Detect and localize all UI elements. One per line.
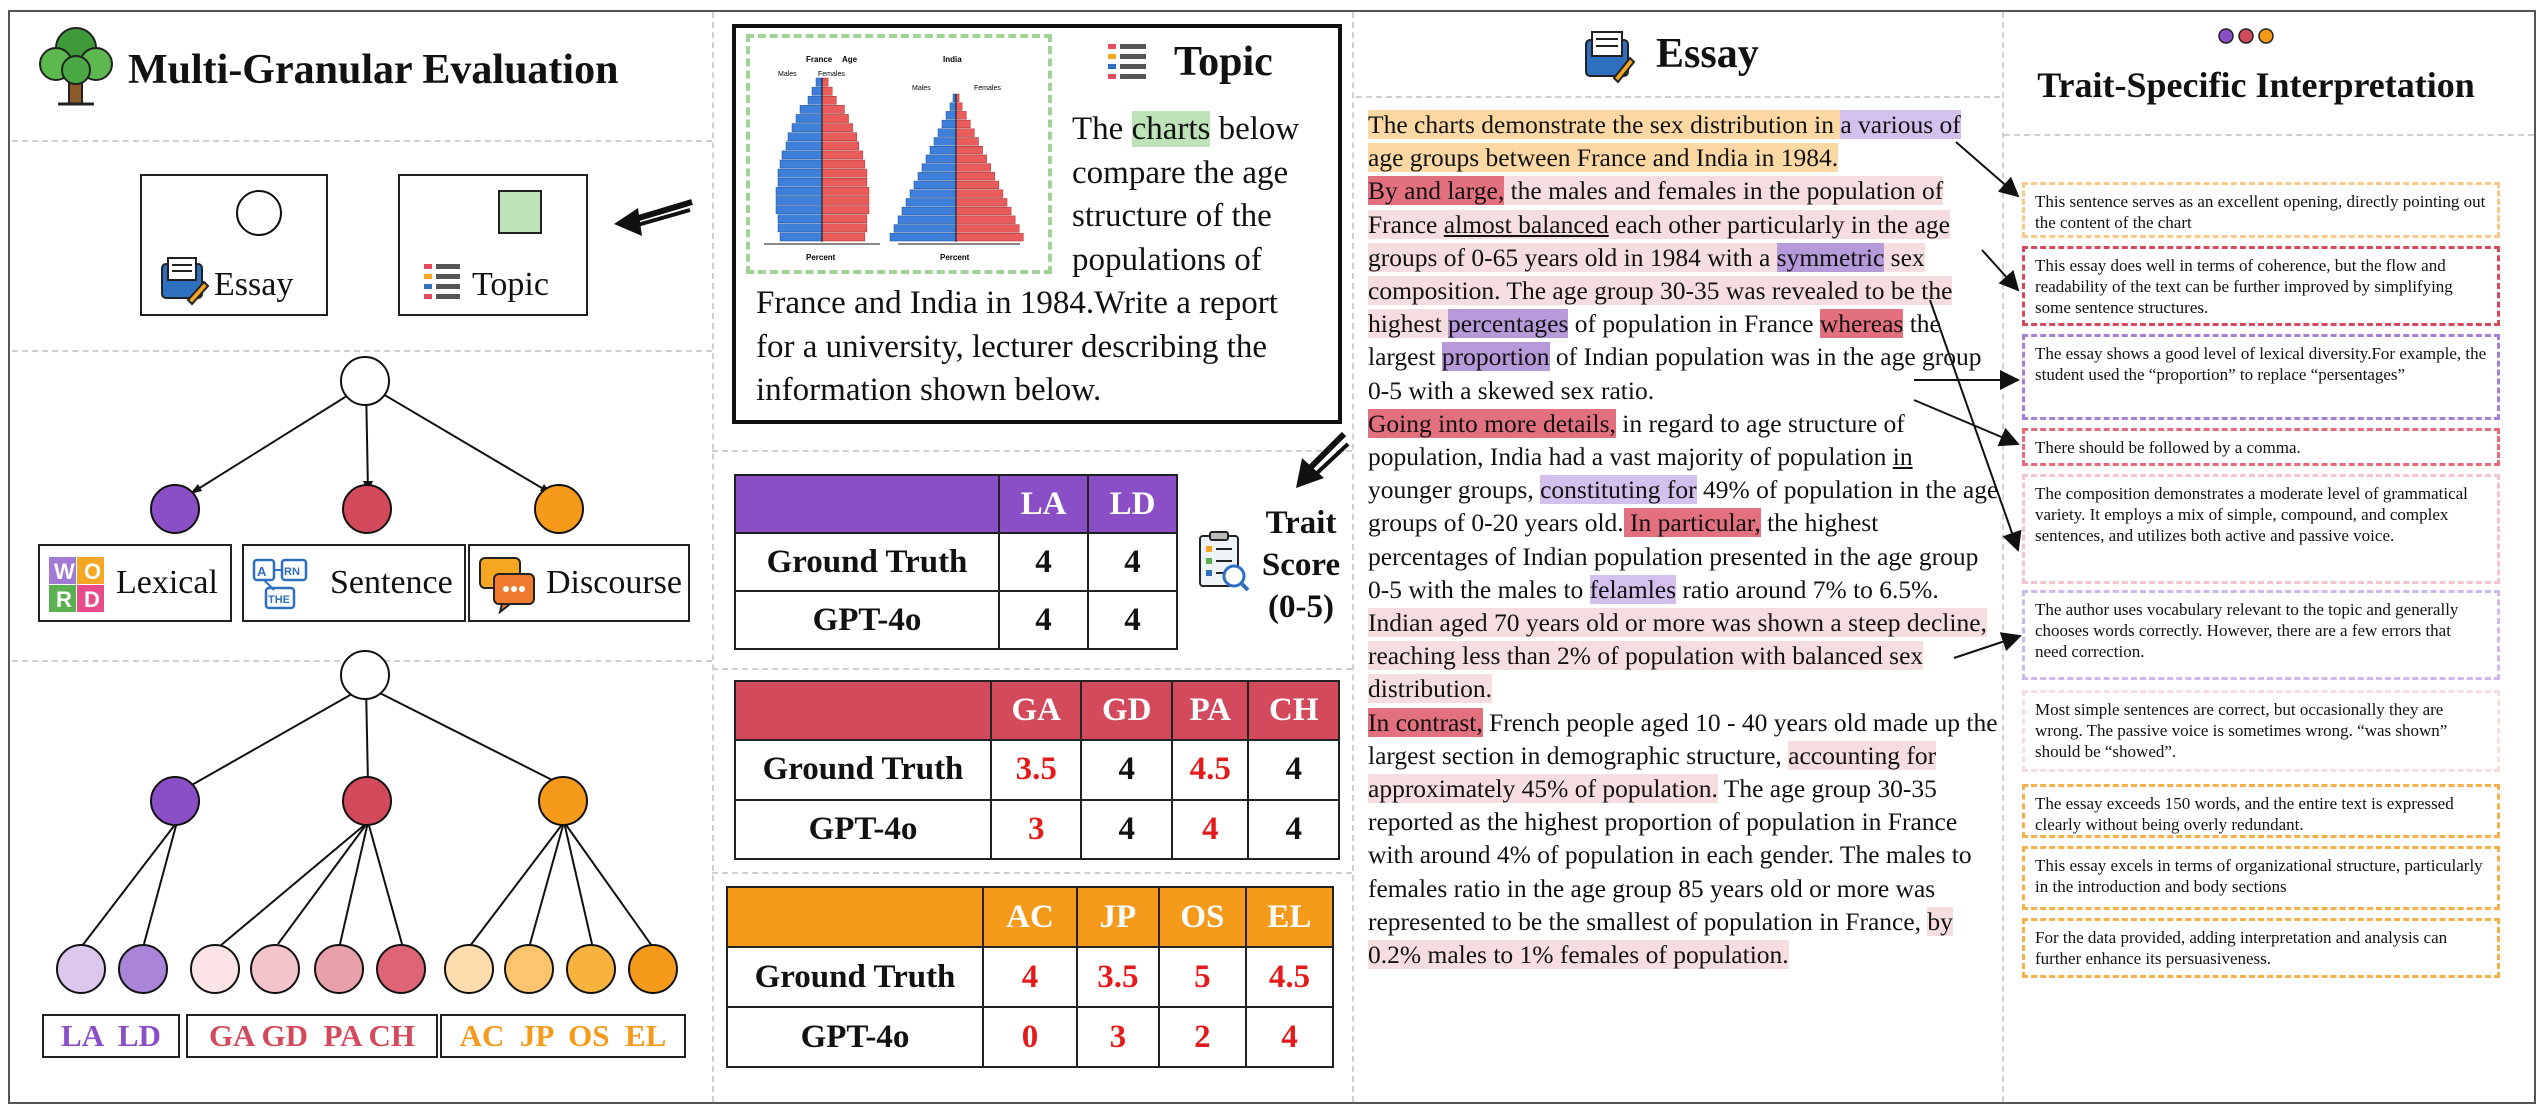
essay-segment: whereas [1819,309,1904,339]
topic-text-full [756,282,1278,413]
table-cell: 4 [999,533,1088,591]
interpretation-item: There should be followed by a comma. [2022,428,2500,466]
pyramid-bar-female [822,96,836,104]
essay-segment: In contrast, [1368,707,1483,737]
interpretation-item: For the data provided, adding interpretation and analysis can further enhance its persuasiveness. [2022,918,2500,978]
pyramid-bar-male [812,87,822,95]
essay-segment: the highest percentages of Indian population presented in the age group 0-5 with the males to [1368,508,1979,604]
svg-text:RN: RN [284,566,300,578]
interpretation-item: The essay shows a good level of lexical diversity.For example, the student used the “proportion” to replace “persentages” [2022,334,2500,420]
svg-text:THE: THE [268,594,290,606]
pyramid-bar-female [822,151,863,159]
pyramid-bar-female [956,129,974,137]
chart-label-percent: Percent [806,253,836,262]
trait-node-gd [250,944,300,994]
trait-group-sentence: GA GD PA CH [186,1014,438,1058]
interpretation-item: This essay excels in terms of organizational structure, particularly in the introduction and body sections [2022,846,2500,910]
topic-line: France and India in 1984.Write a report [756,285,1278,321]
table-cell: 4 [983,947,1077,1007]
svg-text:W: W [54,559,75,584]
trait-node-ld [118,944,168,994]
lexical-node [150,776,200,826]
pyramid-bar-female [822,78,828,86]
pyramid-bar-male [808,96,822,104]
pyramid-bar-female [956,190,1003,198]
topic-line: information shown below. [756,372,1102,408]
pyramid-bar-male [942,120,956,128]
table-row [727,947,1333,1007]
essay-node [236,190,282,236]
sentence-node [342,484,392,534]
table-row-label: Ground Truth [727,947,983,1007]
panel-title: Topic [1174,39,1273,85]
annotation-arrows [1900,120,2040,680]
essay-segment: constituting for [1540,475,1697,505]
interpretation-item: Most simple sentences are correct, but occasionally they are wrong. The passive voice is sometimes wrong. “was shown” should be “showed”. [2022,690,2500,772]
topic-node [498,190,542,234]
topic-panel [732,24,1342,424]
divider [712,668,1352,670]
table-header-row [735,681,1339,740]
table-cell: 4 [1088,533,1177,591]
table-header-cell: LA [999,475,1088,533]
essay-segment: In particular, [1623,508,1761,538]
table-cell: 4 [1088,591,1177,649]
table-header-row [735,475,1177,533]
topic-line: structure of the [1072,198,1272,234]
pyramid-bar-male [922,164,956,172]
trait-score-line: Trait [1265,505,1337,541]
topic-line: populations of [1072,241,1262,278]
pyramid-bar-male [800,105,822,113]
table-row [735,533,1177,591]
pyramid-bar-male [938,129,956,137]
lexical-label: Lexical [116,564,218,601]
panel-title: Trait-Specific Interpretation [2037,65,2475,105]
trait-score-label [1256,502,1346,628]
table-header-cell: OS [1159,887,1246,947]
table-header-cell: AC [983,887,1077,947]
chart-label-france: France [806,55,833,64]
table-header-cell: LD [1088,475,1177,533]
sentence-label: Sentence [330,564,453,601]
interpretation-item: The composition demonstrates a moderate level of grammatical variety. It employs a mix of simple, compound, and complex sentences, and utilizes both active and passive voice. [2022,474,2500,584]
pyramid-bar-male [786,142,822,150]
essay-segment: sex composition. [1368,242,1925,306]
svg-text:A: A [257,564,267,579]
pyramid-bar-male [780,233,822,241]
essay-segment: almost balanced [1443,209,1609,239]
pyramid-bar-male [950,103,956,111]
trait-node-ch [376,944,426,994]
interpretation-item: This sentence serves as an excellent opening, directly pointing out the content of the chart [2022,182,2500,238]
pyramid-bar-male [902,207,956,215]
pyramid-bar-female [956,181,999,189]
chart-label-females: Females [818,71,845,78]
svg-text:D: D [84,587,100,612]
table-header-row [727,887,1333,947]
tree-icon [36,22,116,108]
table-header-cell [735,681,991,740]
table-cell: 3 [991,800,1081,859]
chart-label-age: Age [842,55,858,64]
pyramid-bar-female [956,207,1011,215]
dots-icon [2216,26,2278,46]
chart-label-percent: Percent [940,253,970,262]
pyramid-bar-male [778,178,822,186]
essay-input-box [140,174,328,316]
table-cell: 3.5 [1077,947,1159,1007]
pyramid-bar-male [780,160,822,168]
topic-line: for a university, lecturer describing the [756,328,1268,365]
essay-segment: felamles [1589,574,1677,604]
pyramid-bar-female [956,103,962,111]
pyramid-bar-male [890,233,956,241]
sentence-icon [252,558,308,612]
pyramid-bar-female [956,146,983,154]
pyramid-bar-male [778,215,822,223]
essay-segment: The age group 30-35 was revealed to be the highest [1368,276,1953,339]
essay-segment: Going into more details, [1368,408,1616,438]
table-header-cell: PA [1172,681,1249,740]
pyramid-bar-male [782,151,822,159]
discourse-node [534,484,584,534]
pyramid-bar-male [788,133,822,141]
essay-segment: By and large, [1368,176,1505,206]
topic-line: compare the age [1072,154,1289,191]
essay-icon [1582,28,1638,84]
table-cell: 4 [1172,800,1249,859]
pyramid-bar-male [926,155,956,163]
chart-label-females: Females [974,85,1001,92]
chart-label-india: India [943,55,962,64]
table-row-label: GPT-4o [735,800,991,859]
pyramid-bar-female [956,216,1015,224]
essay-segment: each other particularly in the age groups of 0-65 years old in 1984 with a [1368,209,1950,272]
table-header-cell: GD [1081,681,1171,740]
divider [1356,96,2000,98]
lexical-node [150,484,200,534]
score-table-discourse [726,886,1334,1068]
interpretation-item: This essay does well in terms of coherence, but the flow and readability of the text can be further improved by simplifying some sentence structures. [2022,246,2500,326]
essay-segment: age groups between France and India in 1984. [1368,143,1839,173]
population-pyramid-image [746,34,1052,274]
table-row-label: Ground Truth [735,740,991,799]
trait-node-ga [190,944,240,994]
essay-segment: 49% of population in the age groups of 0-20 years old. [1368,475,1999,538]
table-cell: 0 [983,1007,1077,1067]
discourse-label: Discourse [546,564,682,601]
score-table-sentence [734,680,1340,860]
trait-node-jp [504,944,554,994]
trait-group-discourse: AC JP OS EL [440,1014,686,1058]
pyramid-bar-female [822,196,869,204]
table-cell: 4 [1081,740,1171,799]
pyramid-bar-male [776,187,822,195]
essay-segment: the males and females in the population of France [1368,176,1944,239]
table-header-cell: JP [1077,887,1159,947]
divider [1352,12,1354,1102]
table-cell: 4 [1248,740,1339,799]
trait-node-la [56,944,106,994]
pyramid-bar-female [822,87,832,95]
table-header-cell: CH [1248,681,1339,740]
pyramid-bar-male [776,196,822,204]
trait-node-pa [314,944,364,994]
pyramid-bar-male [894,225,956,233]
discourse-label-box [468,544,690,622]
topic-highlight: charts [1131,111,1211,147]
pyramid-bar-male [816,78,822,86]
table-row [735,800,1339,859]
discourse-node [538,776,588,826]
score-table-lexical [734,474,1178,650]
pyramid-bar-female [822,142,859,150]
pyramid-bar-male [914,181,956,189]
pyramid-bar-female [822,160,865,168]
trait-node-os [566,944,616,994]
table-cell: 3.5 [991,740,1081,799]
divider [712,872,1352,874]
table-cell: 2 [1159,1007,1246,1067]
interpretation-item: The essay exceeds 150 words, and the entire text is expressed clearly without being overly redundant. [2022,784,2500,838]
pyramid-bar-female [822,187,869,195]
table-row-label: GPT-4o [727,1007,983,1067]
chart-label-males: Males [778,71,797,78]
table-cell: 4.5 [1172,740,1249,799]
pyramid-bar-male [778,169,822,177]
pyramid-bar-female [956,225,1019,233]
pyramid-bar-female [822,233,865,241]
divider [2004,134,2534,136]
root-node [340,650,390,700]
essay-segment: the largest [1368,309,1941,372]
panel-title: Essay [1656,31,1759,77]
divider [712,12,714,1102]
divider [12,140,712,142]
essay-segment: symmetric [1776,242,1885,272]
word-icon [48,556,106,614]
root-node [340,356,390,406]
score-report-icon [1192,530,1252,594]
essay-segment: proportion [1441,342,1550,372]
essay-segment: a various of [1840,110,1961,139]
essay-segment: French people aged 10 - 40 years old made up the largest section in demographic structure, [1368,707,1998,770]
svg-text:O: O [84,559,102,584]
trait-node-ac [444,944,494,994]
essay-segment: accounting for approximately 45% of population. [1368,740,1937,804]
table-header-cell [727,887,983,947]
pyramid-bar-male [918,172,956,180]
pyramid-bar-male [778,224,822,232]
divider [712,450,1352,452]
arrow-icon [1286,430,1350,492]
table-row [735,591,1177,649]
essay-segment: of Indian population was in the age group 0-5 with a skewed sex ratio. [1368,342,1982,405]
trait-score-line: Score [1261,547,1341,583]
pyramid-bar-male [906,198,956,206]
essay-input-label: Essay [214,266,294,303]
pyramid-bar-female [822,105,844,113]
pyramid-bar-female [822,215,867,223]
essay-segment: of population in France [1568,309,1820,339]
essay-segment: The charts demonstrate the sex distribution in [1368,110,1841,139]
pyramid-bar-male [792,124,822,132]
pyramid-bar-female [956,155,987,163]
pyramid-bar-female [956,138,978,146]
pyramid-bar-female [822,178,867,186]
essay-segment: by 0.2% males to 1% females of population. [1368,906,1953,970]
pyramid-bar-female [956,164,991,172]
chart-label-males: Males [912,85,931,92]
table-row [735,740,1339,799]
essay-segment: in [1892,442,1913,472]
table-row [727,1007,1333,1067]
topic-text: below [1210,111,1300,147]
table-cell: 4.5 [1246,947,1333,1007]
trait-node-el [628,944,678,994]
pyramid-bar-male [930,146,956,154]
table-cell: 4 [1081,800,1171,859]
pyramid-bar-female [956,198,1007,206]
table-header-cell: GA [991,681,1081,740]
trait-score-line: (0-5) [1268,589,1334,625]
table-cell: 4 [1246,1007,1333,1067]
svg-text:R: R [56,587,72,612]
pyramid-bar-female [822,114,849,122]
table-cell: 4 [1248,800,1339,859]
pyramid-bar-female [956,233,1023,241]
pyramid-bar-female [822,133,857,141]
sentence-label-box [242,544,466,622]
interpretation-item: The author uses vocabulary relevant to the topic and generally chooses words correctly. However, there are a few errors that need correction. [2022,590,2500,680]
essay-segment: younger groups, [1368,475,1541,505]
sentence-node [342,776,392,826]
topic-line [1072,108,1299,152]
table-cell: 3 [1077,1007,1159,1067]
pyramid-bar-female [822,206,869,214]
topic-input-box [398,174,588,316]
table-row-label: Ground Truth [735,533,999,591]
lexical-label-box [38,544,232,622]
topic-text-side [1072,108,1299,282]
topic-text: The [1072,111,1132,147]
pyramid-chart [750,38,1048,270]
topic-icon [1106,42,1148,86]
table-cell: 5 [1159,947,1246,1007]
table-header-cell: EL [1246,887,1333,947]
pyramid-bar-male [796,114,822,122]
pyramid-bar-female [956,172,995,180]
pyramid-bar-female [822,224,867,232]
essay-segment: ratio around 7% to 6.5%. [1676,574,1939,604]
essay-segment: The age group 30-35 reported as the highest proportion of population in France with around 4% of population in each gender. The males to females ratio in the age group 85 years old or more was represented to be the smallest of population in France, [1368,774,1972,936]
pyramid-bar-female [956,111,966,119]
essay-segment: Indian aged 70 years old or more was shown a steep decline, reaching less than 2% of population with balanced sex distribution. [1368,608,1987,704]
discourse-icon [478,556,538,614]
table-row-label: GPT-4o [735,591,999,649]
pyramid-bar-male [946,111,956,119]
essay-segment: in regard to age structure of population, India had a vast majority of population [1368,408,1905,472]
pyramid-bar-male [934,138,956,146]
panel-title: Multi-Granular Evaluation [128,47,619,93]
essay-segment: percentages [1448,309,1569,339]
pyramid-bar-male [898,216,956,224]
trait-group-lexical: LA LD [42,1014,180,1058]
table-cell: 4 [999,591,1088,649]
table-header-cell [735,475,999,533]
pyramid-bar-female [822,124,853,132]
topic-icon [422,262,462,304]
pyramid-bar-male [776,206,822,214]
pyramid-bar-female [956,120,970,128]
essay-icon [158,256,210,306]
pyramid-bar-male [910,190,956,198]
topic-input-label: Topic [472,266,549,303]
pyramid-bar-female [822,169,867,177]
arrow-icon [612,196,696,240]
